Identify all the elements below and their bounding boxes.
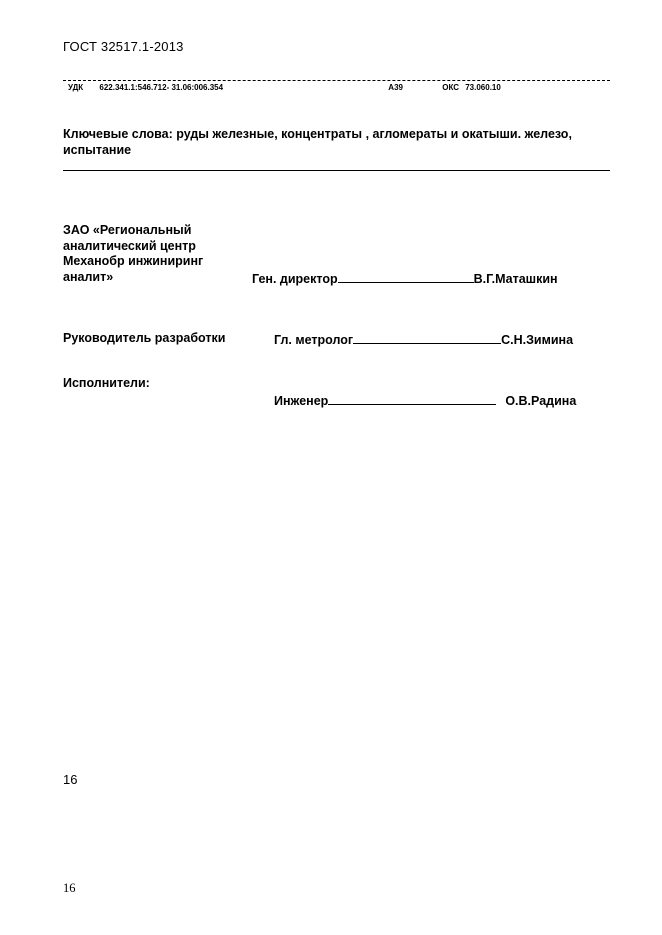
oks-value: 73.060.10 — [465, 83, 501, 92]
engineer-title: Инженер — [274, 394, 329, 408]
engineer-name: О.В.Радина — [505, 394, 577, 408]
lead-name: С.Н.Зимина — [501, 333, 574, 347]
keywords-paragraph: Ключевые слова: руды железные, концентраты , агломераты и окатыши. железо, испытание — [63, 127, 572, 157]
page-number: 16 — [63, 772, 78, 787]
signature-line — [328, 392, 496, 405]
lead-signature-row — [274, 331, 573, 347]
director-title: Ген. директор — [252, 272, 338, 286]
organization-line: аналитический центр — [63, 238, 196, 253]
header-divider — [63, 80, 610, 81]
group-code: А39 — [388, 83, 403, 92]
document-standard-title: ГОСТ 32517.1-2013 — [63, 39, 184, 54]
organization-line: ЗАО «Региональный — [63, 223, 192, 237]
keywords-divider — [63, 170, 610, 171]
organization-name — [63, 223, 243, 285]
organization-line: аналит» — [63, 269, 114, 284]
classification-row — [68, 83, 501, 92]
signature-line — [353, 331, 501, 344]
lead-title: Гл. метролог — [274, 333, 354, 347]
organization-line: Механобр инжиниринг — [63, 254, 204, 268]
performers-label: Исполнители: — [63, 376, 150, 390]
page-number-print: 16 — [63, 881, 76, 895]
director-name: В.Г.Маташкин — [473, 272, 558, 286]
signature-line — [338, 270, 474, 283]
lead-role-label: Руководитель разработки — [63, 331, 226, 345]
director-signature-row — [252, 270, 558, 286]
oks-label: ОКС — [442, 83, 459, 92]
udk-label: УДК — [68, 83, 84, 92]
engineer-signature-row — [274, 392, 576, 408]
udk-value: 622.341.1:546.712- 31.06:006.354 — [99, 83, 224, 92]
